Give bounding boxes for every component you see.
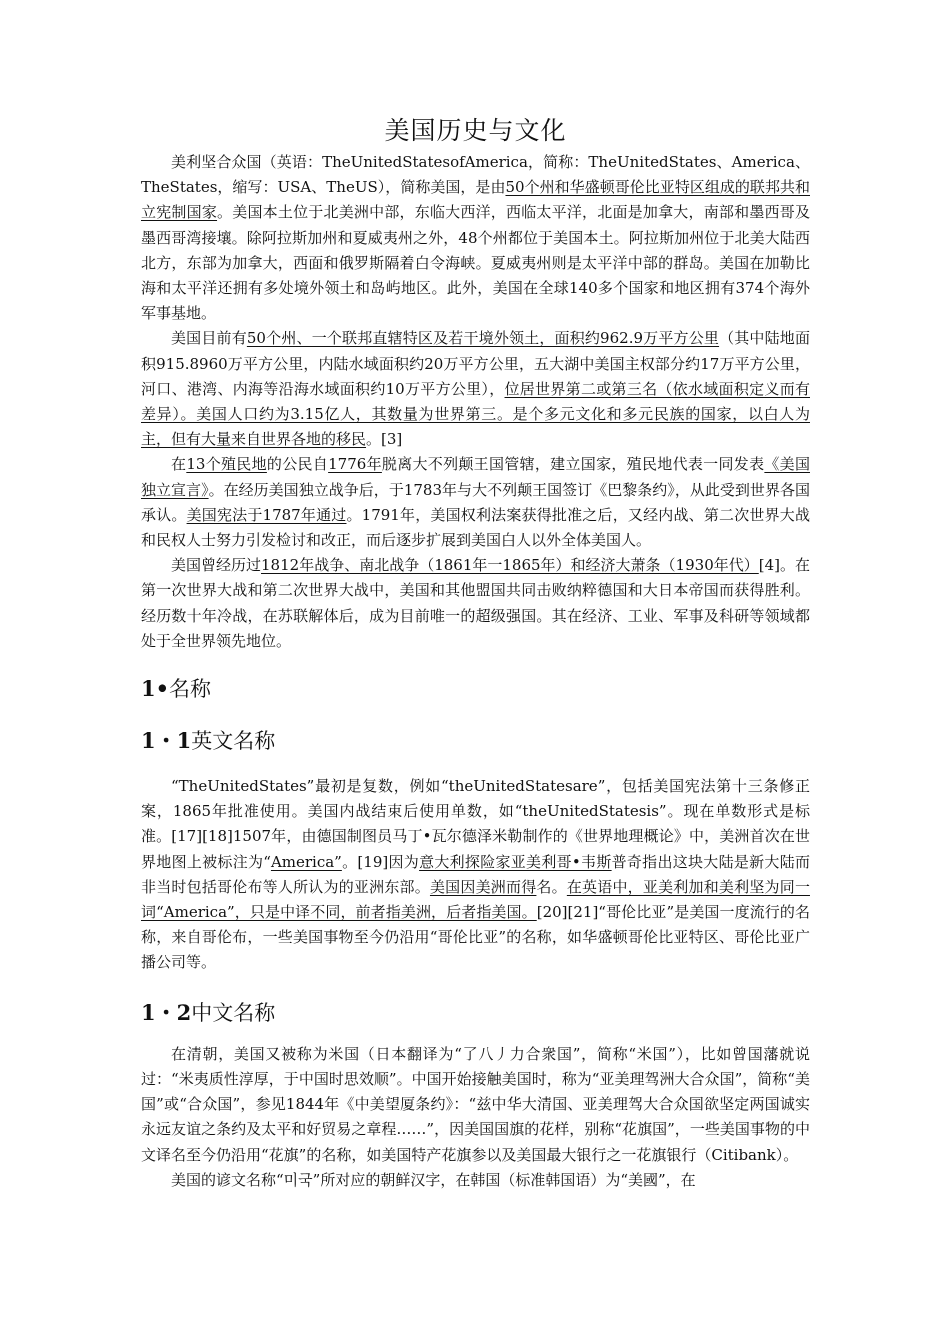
- section-heading-1-1: 1・1英文名称: [141, 728, 276, 754]
- english-name-paragraph: “TheUnitedStates”最初是复数，例如“theUnitedStatesare”，包括美国宪法第十三条修正案，1865年批准使用。美国内战结束后使用单数，如“theUnitedStatesis”。现在单数形式是标准。[17][18]1507年，由德国制图员马丁•瓦尔德泽米勒制作的《世界地理概论》中，美洲首次在世界地图上被标注为“America”。[19]因为意大利探险家亚美利哥•韦斯普奇指出这块大陆是新大陆而非当时包括哥伦布等人所认为的亚洲东部。美国因美洲而得名。在英语中，亚美利加和美利坚为同一词“America”，只是中译不同，前者指美洲，后者指美国。[20][21]“哥伦比亚”是美国一度流行的名称，来自哥伦布，一些美国事物至今仍沿用“哥伦比亚”的名称，如华盛顿哥伦比亚特区、哥伦比亚广播公司等。: [141, 777, 811, 972]
- link-1776[interactable]: 1776年: [328, 455, 382, 474]
- chinese-name-paragraph: 在清朝，美国又被称为米国（日本翻译为“了八丿力合衆国”，简称“米国”），比如曾国藩就说过：“米夷质性淳厚，于中国时思效顺”。中国开始接触美国时，称为“亚美理驾洲大合众国”，简称“美国”或“合众国”，参见1844年《中美望厦条约》：“兹中华大清国、亚美理驾大合众国欲坚定两国诚实永远友谊之条约及太平和好贸易之章程……”，因美国国旗的花样，别称“花旗国”，一些美国事物的中文译名至今仍沿用“花旗”的名称，如美国特产花旗参以及美国最大银行之一花旗银行（Citibank）。: [141, 1044, 810, 1164]
- intro-paragraph-4: 美国曾经历过1812年战争、南北战争（1861年一1865年）和经济大萧条（1930年代）[4]。在第一次世界大战和第二次世界大战中，美国和其他盟国共同击败纳粹德国和大日本帝国而获得胜利。经历数十年冷战，在苏联解体后，成为目前唯一的超级强国。其在经济、工业、军事及科研等领域都处于全世界领先地位。: [141, 556, 810, 650]
- link-constitution[interactable]: 美国宪法于1787年通过: [186, 505, 347, 524]
- link-declaration[interactable]: 《美国独立宣言》: [141, 455, 810, 499]
- document-page: [141, 0, 810, 1193]
- link-area[interactable]: 50个州、一个联邦直辖特区及若干境外领土，面积约962.9万平方公里: [246, 329, 720, 348]
- link-rank-population[interactable]: 位居世界第二或第三名（依水域面积定义而有差异）。美国人口约为3.15亿人，其数量为世界第三。是个多元文化和多元民族的国家，以白人为主，但有大量来自世界各地的移民: [141, 379, 810, 449]
- document-title: 美国历史与文化: [384, 116, 567, 145]
- section-heading-1-2: 1・2中文名称: [141, 999, 276, 1025]
- link-amerigo[interactable]: 意大利探险家亚美利哥•韦斯: [419, 852, 612, 871]
- link-named-after-america[interactable]: 美国因美洲而得: [429, 877, 537, 896]
- link-wars[interactable]: 1812年战争、南北战争（1861年一1865年）和经济大萧条（1930年代）: [261, 556, 759, 575]
- section-heading-1: 1•名称: [141, 676, 212, 702]
- link-america[interactable]: America”: [270, 852, 342, 871]
- link-america-translation[interactable]: 在英语中，亚美利加和美利坚为同一词“America”，只是中译不同，前者指美洲，后者指美国。: [141, 877, 810, 922]
- korean-name-paragraph: 美国的谚文名称“미국”所对应的朝鲜汉字，在韩国（标准韩国语）为“美國”，在: [171, 1170, 696, 1189]
- link-13-colonies[interactable]: 13个殖民地: [186, 455, 267, 474]
- intro-paragraph-2: 美国目前有50个州、一个联邦直辖特区及若干境外领土，面积约962.9万平方公里（其中陆地面积915.8960万平方公里，内陆水域面积约20万平方公里，五大湖中美国主权部分约17万平方公里，河口、港湾、内海等沿海水域面积约10万平方公里），位居世界第二或第三名（依水域面积定义而有差异）。美国人口约为3.15亿人，其数量为世界第三。是个多元文化和多元民族的国家，以白人为主，但有大量来自世界各地的移民。[3]: [141, 329, 810, 449]
- intro-paragraph-3: 在13个殖民地的公民自1776年脱离大不列颠王国管辖，建立国家，殖民地代表一同发表《美国独立宣言》。在经历美国独立战争后，于1783年与大不列颠王国签订《巴黎条约》，从此受到世界各国承认。美国宪法于1787年通过。1791年，美国权利法案获得批准之后，又经内战、第二次世界大战和民权人士努力引发检讨和改正，而后逐步扩展到美国白人以外全体美国人。: [141, 455, 810, 550]
- intro-paragraph-1: 美利坚合众国（英语：TheUnitedStatesofAmerica，简称：TheUnitedStates、America、TheStates，缩写：USA、TheUS），简称美国，是由50个州和华盛顿哥伦比亚特区组成的联邦共和立宪制国家。美国本土位于北美洲中部，东临大西洋，西临太平洋，北面是加拿大，南部和墨西哥及墨西哥湾接壤。除阿拉斯加州和夏威夷州之外，48个州都位于美国本土。阿拉斯加州位于北美大陆西北方，东部为加拿大，西面和俄罗斯隔着白令海峡。夏威夷州则是太平洋中部的群岛。美国在加勒比海和太平洋还拥有多处境外领土和岛屿地区。此外，美国在全球140多个国家和地区拥有374个海外军事基地。: [141, 153, 810, 323]
- link-50-states[interactable]: 50个州和华盛顿哥伦比亚特区组成的联邦共和立宪制国家: [141, 178, 810, 222]
